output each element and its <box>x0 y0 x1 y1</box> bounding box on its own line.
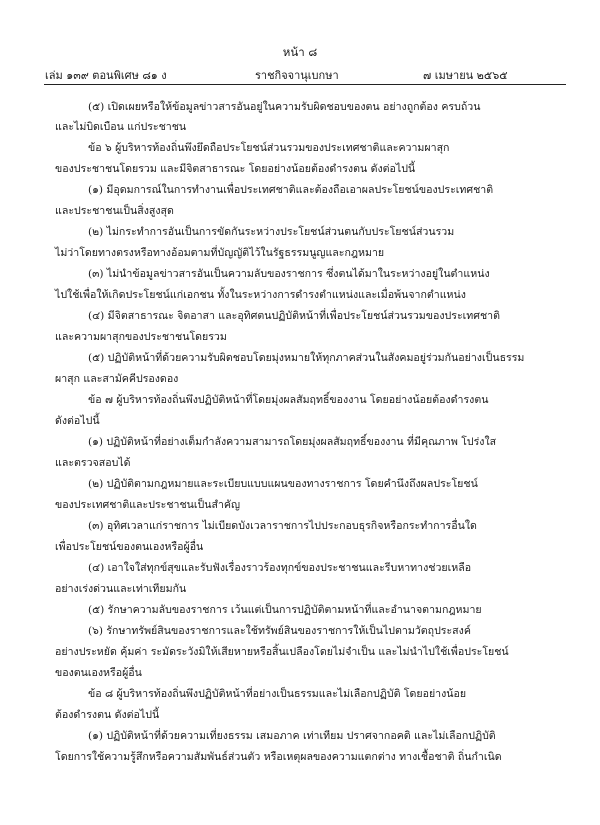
text-line: ไม่ว่าโดยทางตรงหรือทางอ้อมตามที่บัญญัติไว้ในรัฐธรรมนูญและกฎหมาย <box>55 247 385 259</box>
text-line: โดยการใช้ความรู้สึกหรือความสัมพันธ์ส่วนตัว หรือเหตุผลของความแตกต่าง ทางเชื้อชาติ ถิ่นกำเนิด <box>55 751 502 763</box>
text-line: ของตนเองหรือผู้อื่น <box>55 667 142 679</box>
text-line: ของประชาชนโดยรวม และมีจิตสาธารณะ โดยอย่างน้อยต้องดำรงตน ดังต่อไปนี้ <box>55 163 416 175</box>
page-number: หน้า ๘ <box>282 45 318 59</box>
text-line: เพื่อประโยชน์ของตนเองหรือผู้อื่น <box>55 541 204 553</box>
text-line: (๑) มีอุดมการณ์ในการทำงานเพื่อประเทศชาติและต้องถือเอาผลประโยชน์ของประเทศชาติ <box>88 184 494 196</box>
text-line: (๑) ปฏิบัติหน้าที่อย่างเต็มกำลังความสามารถโดยมุ่งผลสัมฤทธิ์ของงาน ที่มีคุณภาพ โปร่งใส <box>88 436 497 448</box>
text-line: อย่างเร่งด่วนและเท่าเทียมกัน <box>55 583 187 595</box>
text-line: ผาสุก และสามัคคีปรองดอง <box>55 373 179 385</box>
text-line: (๕) รักษาความลับของราชการ เว้นแต่เป็นการปฏิบัติตามหน้าที่และอำนาจตามกฎหมาย <box>88 604 482 616</box>
text-line: (๔) มีจิตสาธารณะ จิตอาสา และอุทิศตนปฏิบัติหน้าที่เพื่อประโยชน์ส่วนรวมของประเทศชาติ <box>88 310 501 322</box>
text-line: (๔) เอาใจใส่ทุกข์สุขและรับฟังเรื่องราวร้องทุกข์ของประชาชนและรีบหาทางช่วยเหลือ <box>88 562 472 574</box>
article-7-heading: ข้อ ๗ ผู้บริหารท้องถิ่นพึงปฏิบัติหน้าที่โดยมุ่งผลสัมฤทธิ์ของงาน โดยอย่างน้อยต้องดำรงตน <box>88 394 489 406</box>
text-line: และตรวจสอบได้ <box>55 457 131 469</box>
article-6-heading: ข้อ ๖ ผู้บริหารท้องถิ่นพึงยึดถือประโยชน์ส่วนรวมของประเทศชาติและความผาสุก <box>88 142 450 154</box>
text-line: (๑) ปฏิบัติหน้าที่ด้วยความเที่ยงธรรม เสมอภาค เท่าเทียม ปราศจากอคติ และไม่เลือกปฏิบัติ <box>88 730 496 742</box>
text-line: และประชาชนเป็นสิ่งสูงสุด <box>55 205 174 217</box>
text-line: (๕) ปฏิบัติหน้าที่ด้วยความรับผิดชอบโดยมุ่งหมายให้ทุกภาคส่วนในสังคมอยู่ร่วมกันอย่างเป็นธรรม <box>88 352 525 364</box>
text-line: และความผาสุกของประชาชนโดยรวม <box>55 331 227 343</box>
text-line: ของประเทศชาติและประชาชนเป็นสำคัญ <box>55 499 241 511</box>
text-line: อย่างประหยัด คุ้มค่า ระมัดระวังมิให้เสียหายหรือสิ้นเปลืองโดยไม่จำเป็น และไม่นำไปใช้เพื่อประโยชน์ <box>55 646 509 658</box>
publication-date: ๗ เมษายน ๒๕๖๕ <box>423 69 508 82</box>
header-rule <box>44 84 566 85</box>
text-line: (๖) รักษาทรัพย์สินของราชการและใช้ทรัพย์สินของราชการให้เป็นไปตามวัตถุประสงค์ <box>88 625 471 637</box>
page-header <box>0 66 600 82</box>
article-8-heading: ข้อ ๘ ผู้บริหารท้องถิ่นพึงปฏิบัติหน้าที่อย่างเป็นธรรมและไม่เลือกปฏิบัติ โดยอย่างน้อย <box>88 688 467 700</box>
text-line: (๕) เปิดเผยหรือให้ข้อมูลข่าวสารอันอยู่ในความรับผิดชอบของตน อย่างถูกต้อง ครบถ้วน <box>88 101 481 113</box>
text-line: (๒) ปฏิบัติตามกฎหมายและระเบียบแบบแผนของทางราชการ โดยคำนึงถึงผลประโยชน์ <box>88 478 478 490</box>
text-line: (๓) อุทิศเวลาแก่ราชการ ไม่เบียดบังเวลาราชการไปประกอบธุรกิจหรือกระทำการอื่นใด <box>88 520 477 532</box>
gazette-title: ราชกิจจานุเบกษา <box>255 69 339 82</box>
text-line: ดังต่อไปนี้ <box>55 415 100 427</box>
text-line: และไม่บิดเบือน แก่ประชาชน <box>55 121 187 133</box>
text-line: (๒) ไม่กระทำการอันเป็นการขัดกันระหว่างประโยชน์ส่วนตนกับประโยชน์ส่วนรวม <box>88 226 455 238</box>
volume-info: เล่ม ๑๓๙ ตอนพิเศษ ๘๑ ง <box>45 69 167 82</box>
text-line: ไปใช้เพื่อให้เกิดประโยชน์แก่เอกชน ทั้งในระหว่างการดำรงตำแหน่งและเมื่อพ้นจากตำแหน่ง <box>55 289 466 301</box>
text-line: ต้องดำรงตน ดังต่อไปนี้ <box>55 709 160 721</box>
text-line: (๓) ไม่นำข้อมูลข่าวสารอันเป็นความลับของราชการ ซึ่งตนได้มาในระหว่างอยู่ในตำแหน่ง <box>88 268 490 280</box>
